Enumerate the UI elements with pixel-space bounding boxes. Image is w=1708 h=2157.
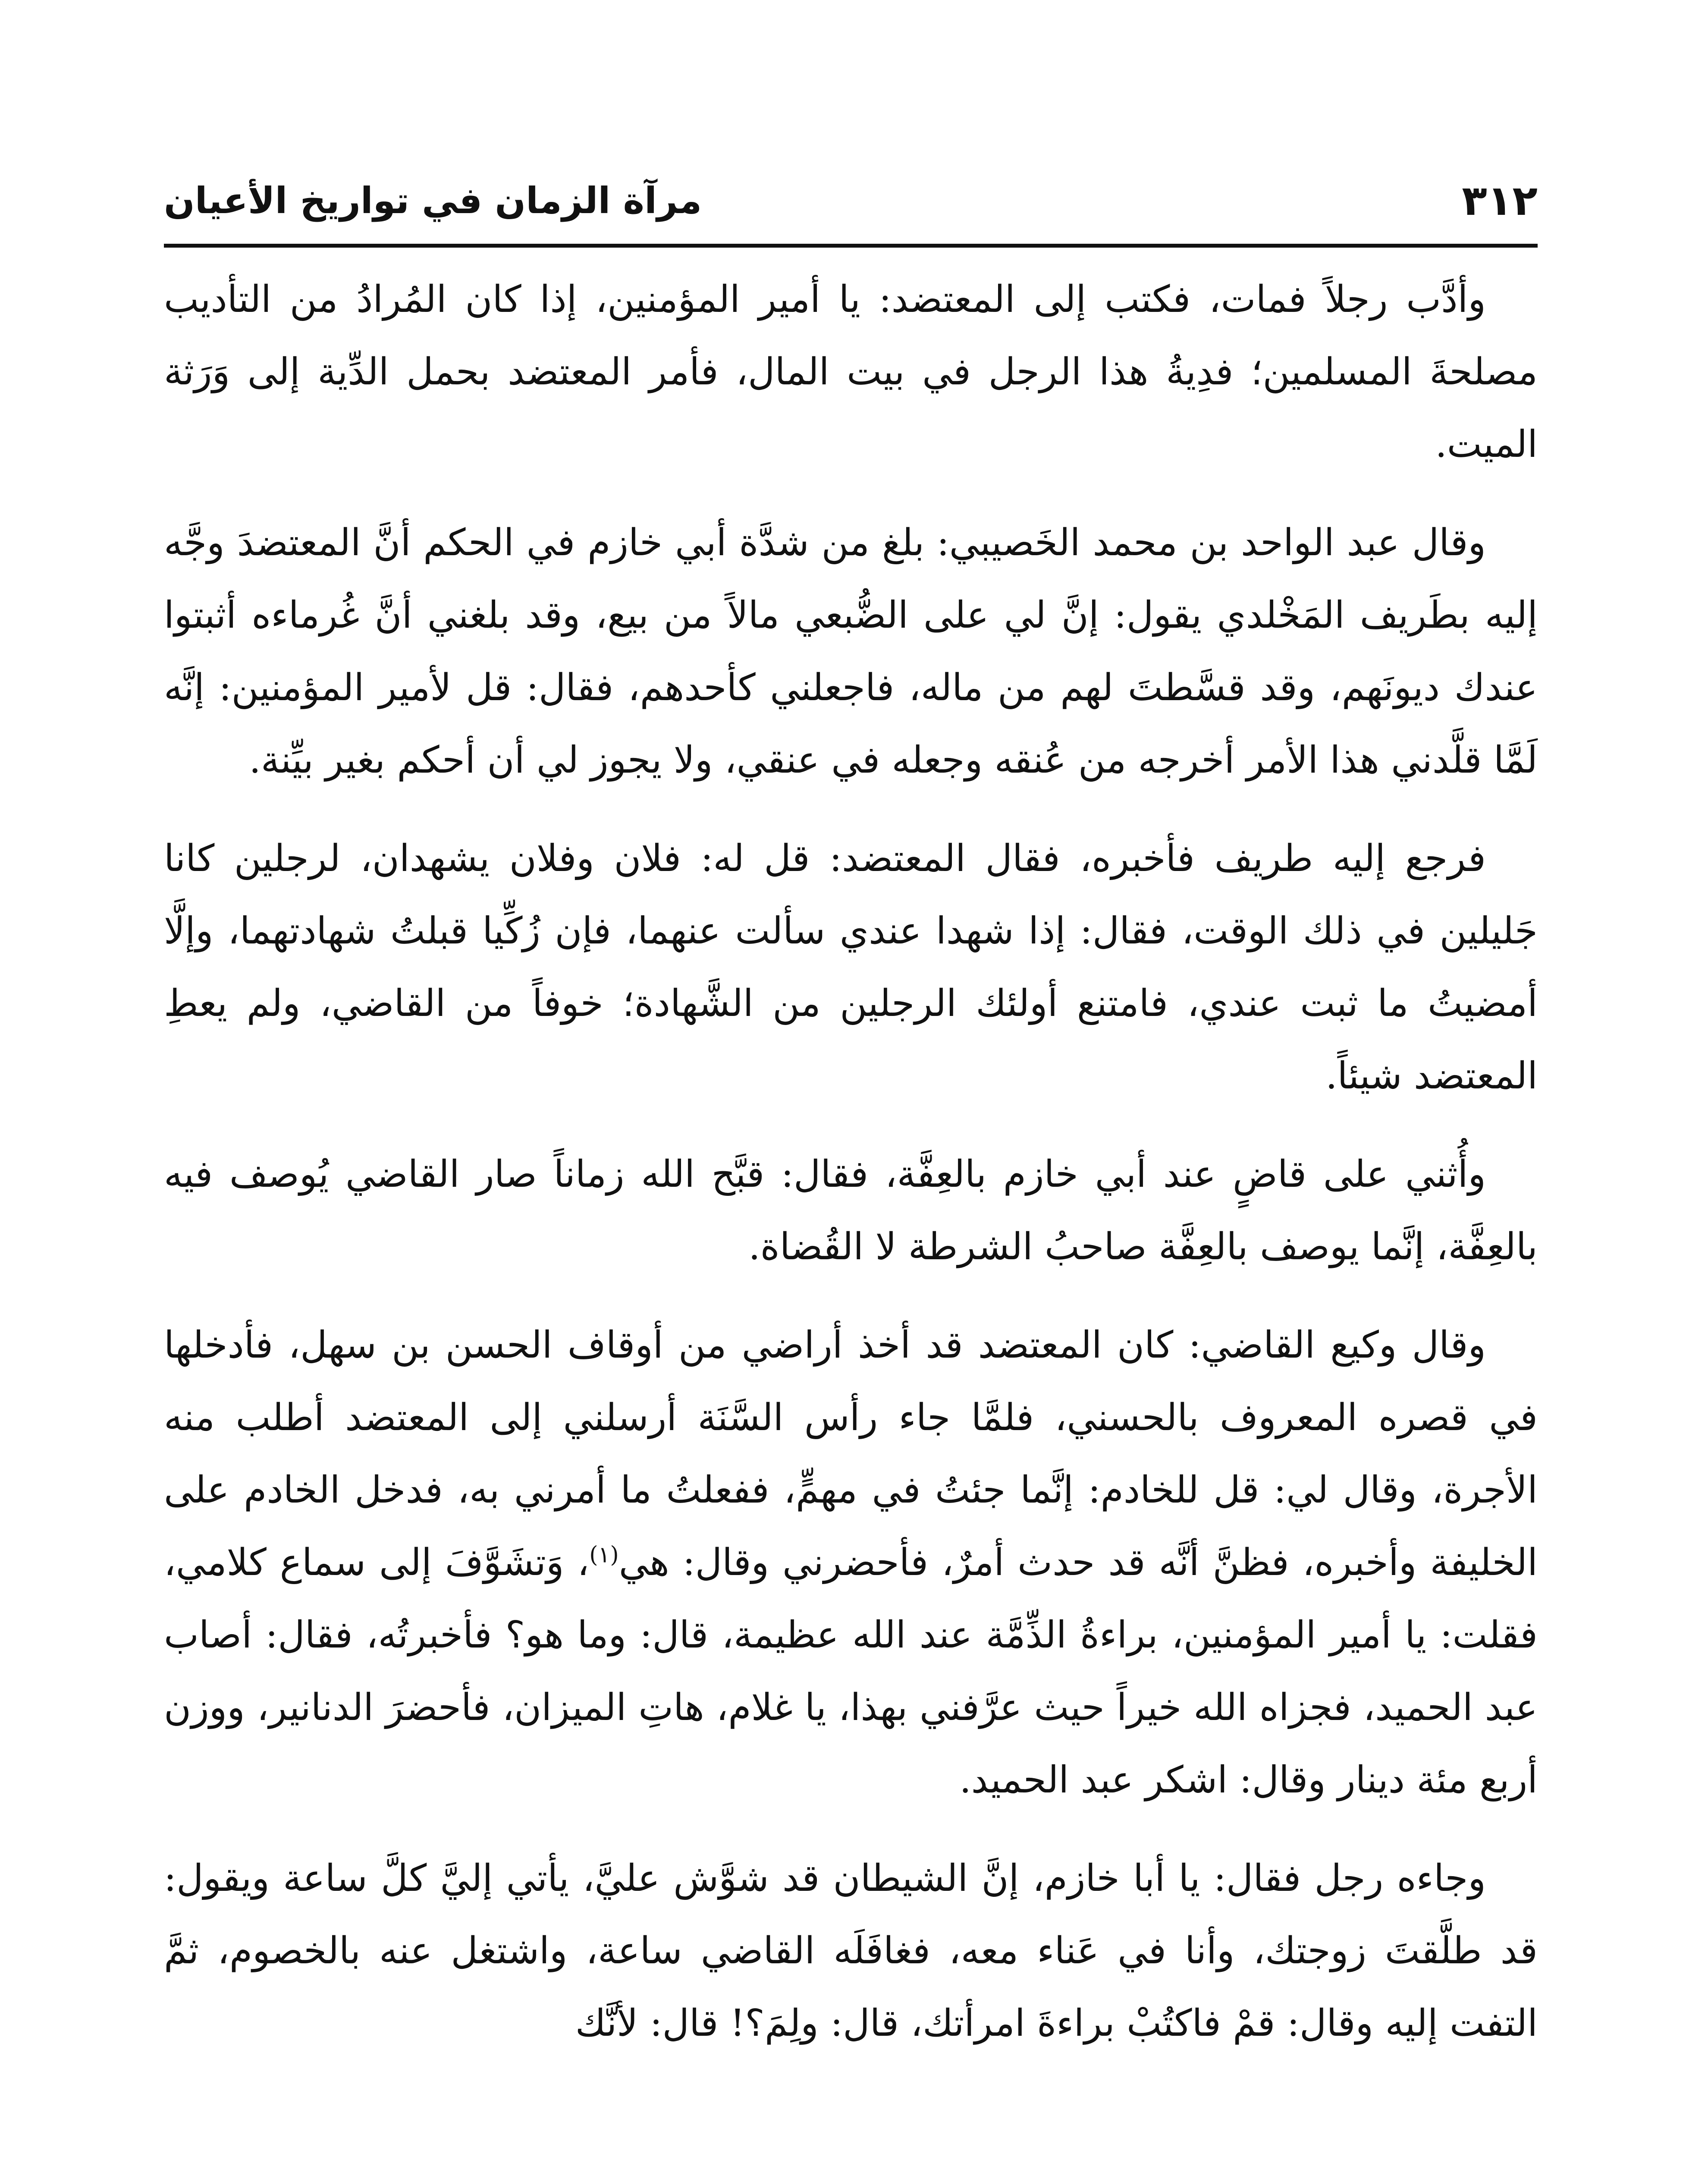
- paragraph-6: وجاءه رجل فقال: يا أبا خازم، إنَّ الشيطان قد شوَّش عليَّ، يأتي إليَّ كلَّ ساعة ويقول: قد طلَّقتَ زوجتك، وأنا في عَناء معه، فغافَلَه القاضي ساعة، واشتغل عنه بالخصوم، ثمَّ التفت إليه وقال: قمْ فاكتُبْ براءةَ امرأتك، قال: ولِمَ؟! قال: لأنَّك: [164, 1857, 1538, 2045]
- paragraph-5: [164, 1309, 1538, 1816]
- footnote-reference: (١): [589, 1542, 619, 1568]
- paragraph-5-part-2: ، وَتشَوَّفَ إلى سماع كلامي، فقلت: يا أمير المؤمنين، براءةُ الذِّمَّة عند الله عظيمة، قال: وما هو؟ فأخبرتُه، فقال: أصاب عبد الحميد، فجزاه الله خيراً حيث عرَّفني بهذا، يا غلام، هاتِ الميزان، فأحضرَ الدنانير، ووزن أربع مئة دينار وقال: اشكر عبد الحميد.: [164, 1541, 1538, 1802]
- header-rule: [164, 244, 1538, 248]
- page-number: ٣١٢: [1462, 176, 1538, 225]
- paragraph-5-part-1: وقال وكيع القاضي: كان المعتضد قد أخذ أراضي من أوقاف الحسن بن سهل، فأدخلها في قصره المعروف بالحسني، فلمَّا جاء رأس السَّنَة أرسلني إلى المعتضد أطلب منه الأجرة، وقال لي: قل للخادم: إنَّما جئتُ في مهمٍّ، ففعلتُ ما أمرني به، فدخل الخادم على الخليفة وأخبره، فظنَّ أنَّه قد حدث أمرٌ، فأحضرني وقال: هي: [164, 1324, 1538, 1584]
- paragraph-1: وأدَّب رجلاً فمات، فكتب إلى المعتضد: يا أمير المؤمنين، إذا كان المُرادُ من التأديب مصلحةَ المسلمين؛ فدِيةُ هذا الرجل في بيت المال، فأمر المعتضد بحمل الدِّية إلى وَرَثة الميت.: [164, 278, 1538, 466]
- paragraph-2: وقال عبد الواحد بن محمد الخَصيبي: بلغ من شدَّة أبي خازم في الحكم أنَّ المعتضدَ وجَّه إليه بطَريف المَخْلدي يقول: إنَّ لي على الضُّبعي مالاً من بيع، وقد بلغني أنَّ غُرماءه أثبتوا عندك ديونَهم، وقد قسَّطتَ لهم من ماله، فاجعلني كأحدهم، فقال: قل لأمير المؤمنين: إنَّه لَمَّا قلَّدني هذا الأمر أخرجه من عُنقه وجعله في عنقي، ولا يجوز لي أن أحكم بغير بيِّنة.: [164, 521, 1538, 782]
- paragraph-4: وأُثني على قاضٍ عند أبي خازم بالعِفَّة، فقال: قبَّح الله زماناً صار القاضي يُوصف فيه بالعِفَّة، إنَّما يوصف بالعِفَّة صاحبُ الشرطة لا القُضاة.: [164, 1153, 1538, 1268]
- paragraph-3: فرجع إليه طريف فأخبره، فقال المعتضد: قل له: فلان وفلان يشهدان، لرجلين كانا جَليلين في ذلك الوقت، فقال: إذا شهدا عندي سألت عنهما، فإن زُكِّيا قبلتُ شهادتهما، وإلَّا أمضيتُ ما ثبت عندي، فامتنع أولئك الرجلين من الشَّهادة؛ خوفاً من القاضي، ولم يعطِ المعتضد شيئاً.: [164, 837, 1538, 1097]
- running-title: مرآة الزمان في تواريخ الأعيان: [164, 179, 702, 222]
- main-text: [164, 263, 1538, 2085]
- page-header: [164, 173, 1538, 233]
